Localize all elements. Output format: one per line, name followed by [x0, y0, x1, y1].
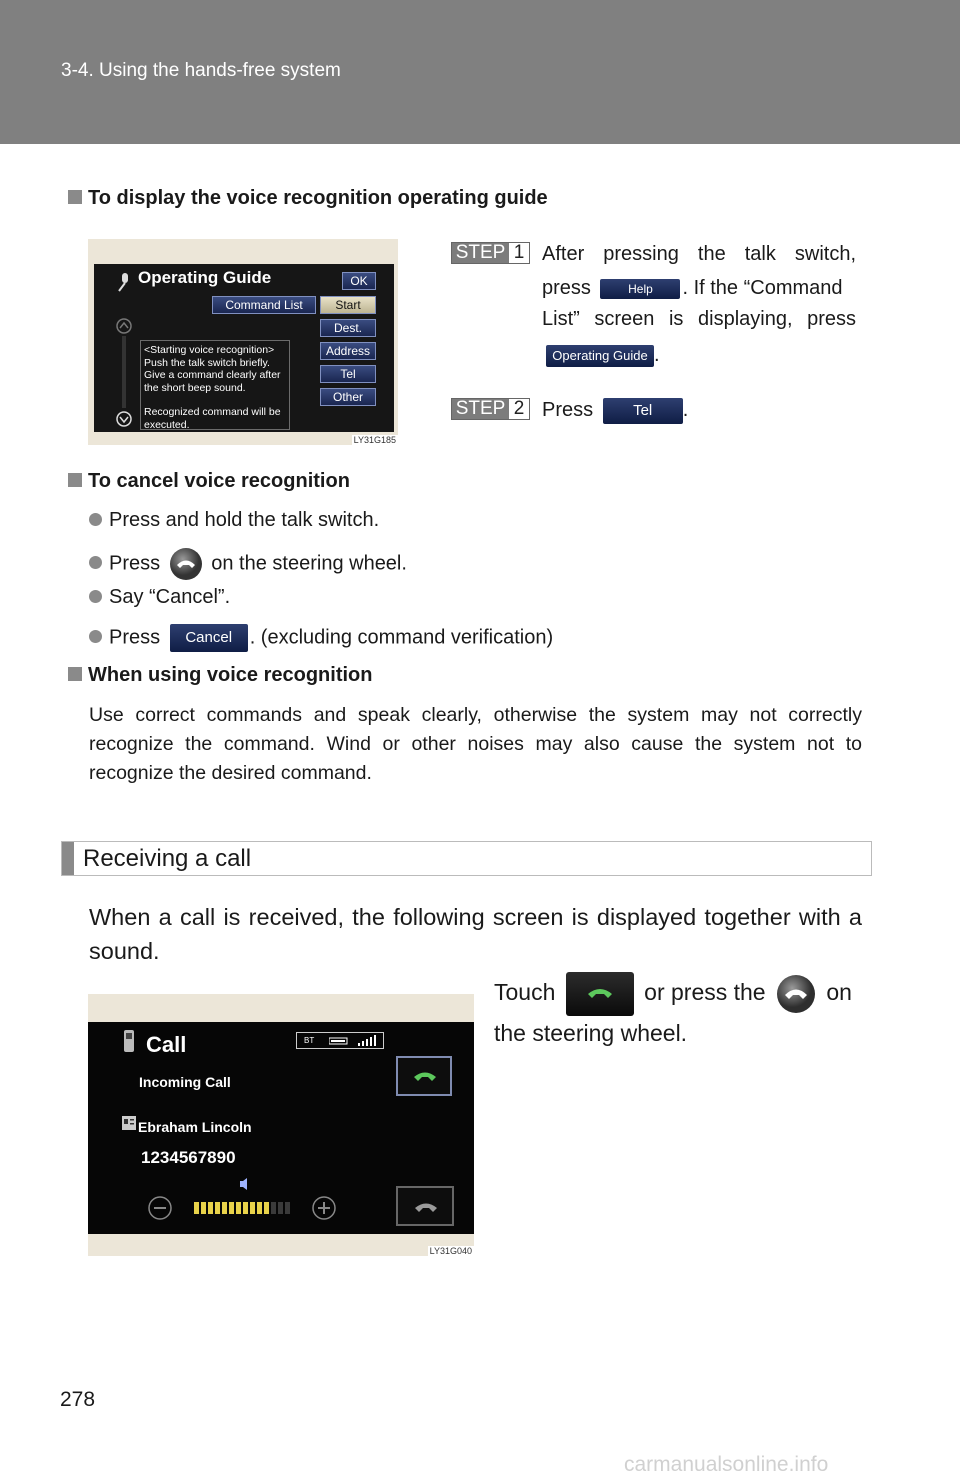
volume-down-icon[interactable] — [148, 1196, 172, 1220]
microphone-icon — [116, 272, 134, 292]
step-1-line-2: press Help . If the “Command — [542, 277, 843, 299]
help-button-image: Help — [600, 279, 680, 299]
step-1-badge: STEP 1 — [451, 242, 530, 264]
ok-button[interactable]: OK — [342, 272, 376, 290]
section-title-bar — [61, 841, 872, 876]
touch-instruction: Touch or press the on the steering wheel. — [494, 972, 866, 1050]
circle-bullet-icon — [89, 556, 102, 569]
image-code: LY31G185 — [353, 435, 396, 445]
step-2-badge: STEP 2 — [451, 398, 530, 420]
incoming-call-label: Incoming Call — [139, 1074, 231, 1090]
answer-button-image — [566, 972, 634, 1016]
section-heading-usage: When using voice recognition — [68, 664, 372, 687]
operating-guide-screen — [94, 264, 394, 432]
call-title: Call — [146, 1032, 187, 1057]
step-1-line-3: List” screen is displaying, press — [542, 308, 856, 330]
dest-button[interactable]: Dest. — [320, 319, 376, 337]
incoming-call-screenshot — [88, 994, 474, 1256]
receiving-intro: When a call is received, the following screen is displayed together with a sound. — [89, 904, 862, 964]
contact-card-icon — [122, 1116, 136, 1130]
step-1-line-1: After pressing the talk switch, — [542, 243, 856, 265]
speaker-icon — [240, 1178, 248, 1190]
battery-icon — [329, 1037, 349, 1045]
cancel-bullet-2: Press on the steering wheel. — [89, 547, 407, 581]
cancel-bullet-1: Press and hold the talk switch. — [89, 509, 379, 532]
page-header — [0, 0, 960, 144]
circle-bullet-icon — [89, 590, 102, 603]
incoming-call-screen — [88, 1022, 474, 1234]
usage-paragraph: Use correct commands and speak clearly, otherwise the system may not correctly recognize the command. Wind or other noises may also cause the system not to recognize the desired command. — [89, 704, 862, 784]
cancel-bullet-4: Press Cancel . (excluding command verification) — [89, 624, 553, 652]
steering-phone-icon — [776, 974, 816, 1014]
square-bullet-icon — [68, 667, 82, 681]
watermark: carmanualsonline.info — [624, 1453, 829, 1476]
breadcrumb: 3-4. Using the hands-free system — [61, 60, 341, 81]
image-code: LY31G040 — [429, 1246, 472, 1256]
bluetooth-label: BT — [304, 1036, 315, 1045]
tel-button-image: Tel — [603, 398, 683, 424]
operating-guide-screenshot — [88, 239, 398, 445]
page-number: 278 — [60, 1388, 96, 1411]
circle-bullet-icon — [89, 630, 102, 643]
reject-call-button[interactable] — [396, 1186, 454, 1226]
phone-hangup-icon — [413, 1199, 439, 1217]
phone-handset-icon — [122, 1028, 136, 1054]
tel-button[interactable]: Tel — [320, 365, 376, 383]
square-bullet-icon — [68, 190, 82, 204]
section-heading-cancel: To cancel voice recognition — [68, 470, 350, 493]
step-2-text: Press Tel . — [542, 394, 688, 426]
steering-phone-icon — [169, 547, 203, 581]
guide-text-box: <Starting voice recognition> Push the talk switch briefly. Give a command clearly after the short beep sound. Recognized command will be executed. — [140, 340, 290, 430]
address-button[interactable]: Address — [320, 342, 376, 360]
answer-call-button[interactable] — [396, 1056, 452, 1096]
volume-up-icon[interactable] — [312, 1196, 336, 1220]
section-title: Receiving a call — [83, 845, 252, 872]
phone-answer-icon — [412, 1068, 438, 1086]
operating-guide-button-image: Operating Guide — [546, 345, 654, 367]
section-heading-guide: To display the voice recognition operating guide — [68, 187, 548, 210]
cancel-bullet-3: Say “Cancel”. — [89, 586, 230, 609]
section-accent — [62, 842, 74, 875]
other-button[interactable]: Other — [320, 388, 376, 406]
scrollbar[interactable] — [116, 318, 132, 428]
cancel-button-image: Cancel — [170, 624, 248, 652]
caller-name: Ebraham Lincoln — [138, 1119, 252, 1135]
signal-icon — [357, 1035, 379, 1047]
step-1-line-4: Operating Guide . — [542, 339, 660, 371]
caller-number: 1234567890 — [141, 1148, 236, 1167]
screen-title: Operating Guide — [138, 268, 272, 287]
command-list-button[interactable]: Command List — [212, 296, 316, 314]
status-indicator — [296, 1032, 384, 1049]
phone-answer-icon — [586, 984, 614, 1004]
square-bullet-icon — [68, 473, 82, 487]
circle-bullet-icon — [89, 513, 102, 526]
start-button[interactable]: Start — [320, 296, 376, 314]
